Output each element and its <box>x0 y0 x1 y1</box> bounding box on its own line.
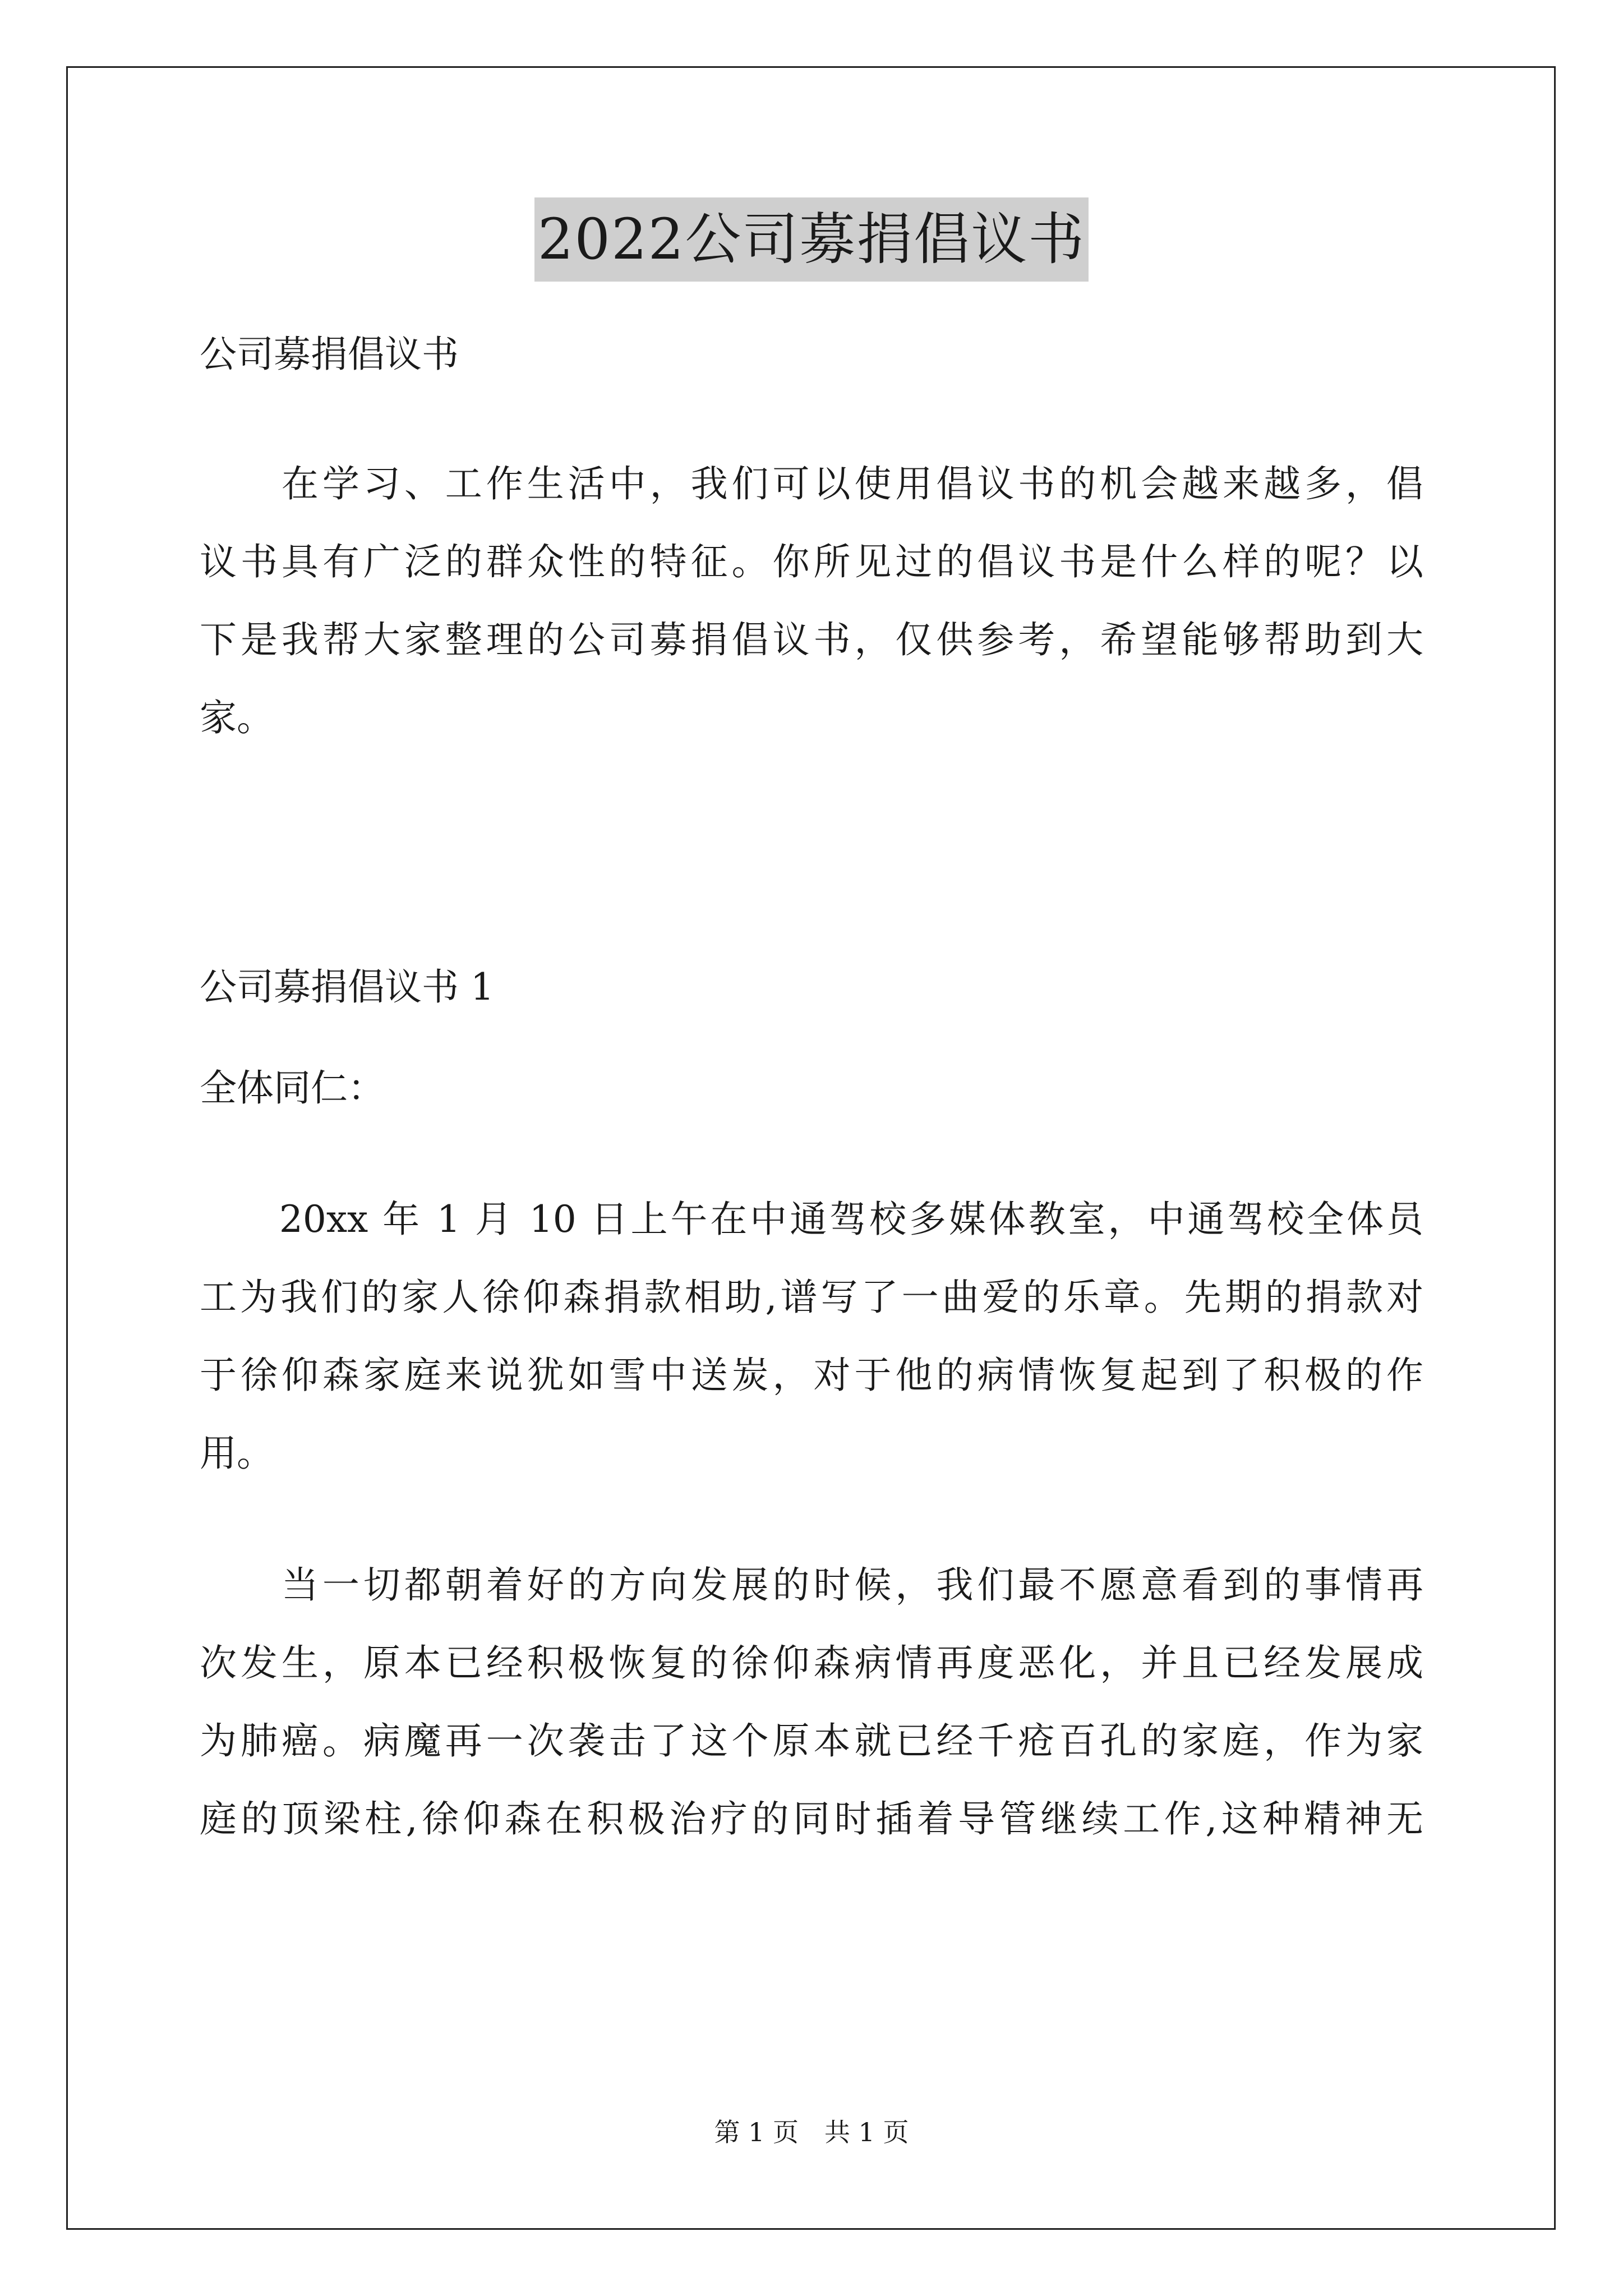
paragraph-line: 家。 <box>200 696 274 739</box>
section-heading: 公司募捐倡议书 1 <box>200 965 494 1009</box>
subtitle: 公司募捐倡议书 <box>200 333 459 376</box>
salutation: 全体同仁： <box>200 1066 385 1110</box>
page-border <box>66 66 1556 2230</box>
paragraph-line: 为肺癌。病魔再一次袭击了这个原本就已经千疮百孔的家庭，作为家 <box>200 1719 1423 1763</box>
paragraph-line: 在学习、工作生活中，我们可以使用倡议书的机会越来越多，倡 <box>200 462 1423 505</box>
page-number-footer: 第 1 页 共 1 页 <box>714 2117 909 2147</box>
paragraph-line: 次发生，原本已经积极恢复的徐仰森病情再度恶化，并且已经发展成 <box>200 1641 1423 1685</box>
paragraph-line: 当一切都朝着好的方向发展的时候，我们最不愿意看到的事情再 <box>200 1563 1423 1607</box>
paragraph-line: 议书具有广泛的群众性的特征。你所见过的倡议书是什么样的呢？以 <box>200 540 1423 583</box>
paragraph-line: 庭的顶梁柱,徐仰森在积极治疗的同时插着导管继续工作,这种精神无 <box>200 1797 1423 1841</box>
paragraph-line: 于徐仰森家庭来说犹如雪中送炭，对于他的病情恢复起到了积极的作 <box>200 1354 1423 1397</box>
title-container <box>0 197 1623 282</box>
paragraph-line: 用。 <box>200 1432 274 1475</box>
paragraph-line: 工为我们的家人徐仰森捐款相助,谱写了一曲爱的乐章。先期的捐款对 <box>200 1276 1423 1319</box>
paragraph-line: 下是我帮大家整理的公司募捐倡议书，仅供参考，希望能够帮助到大 <box>200 618 1423 661</box>
document-title: 2022公司募捐倡议书 <box>534 197 1089 282</box>
paragraph-line: 20xx 年 1 月 10 日上午在中通驾校多媒体教室，中通驾校全体员 <box>200 1198 1423 1241</box>
